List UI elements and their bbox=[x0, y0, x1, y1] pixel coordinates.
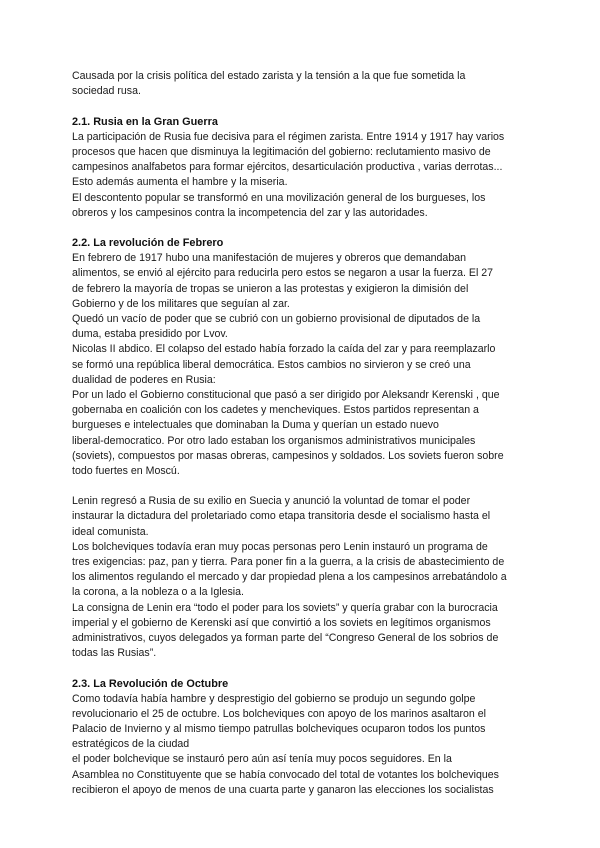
text-line: obreros y los campesinos contra la incompetencia del zar y las autoridades. bbox=[72, 206, 428, 219]
section-heading: 2.2. La revolución de Febrero bbox=[72, 237, 224, 250]
text-line: tres exigencias: paz, pan y tierra. Para poner fin a la guerra, a la crisis de abastecimiento de bbox=[72, 556, 505, 569]
text-line: ideal comunista. bbox=[72, 525, 149, 538]
text-line: revolucionario el 25 de octubre. Los bolcheviques con apoyo de los marinos asaltaron el bbox=[72, 707, 486, 720]
text-line: En febrero de 1917 hubo una manifestación de mujeres y obreros que demandaban bbox=[72, 252, 467, 265]
text-line: La participación de Rusia fue decisiva para el régimen zarista. Entre 1914 y 1917 hay varios bbox=[72, 130, 505, 143]
text-line: recibieron el apoyo de menos de una cuarta parte y ganaron las elecciones los socialistas bbox=[72, 783, 494, 796]
text-line: se formó una república liberal democrática. Estos cambios no sirvieron y se creó una bbox=[72, 358, 471, 371]
text-line: campesinos analfabetos para formar ejércitos, desarticulación productiva , varias derrotas... bbox=[72, 161, 503, 174]
section-gap bbox=[72, 661, 532, 676]
text-line: burgueses e intelectuales que dominaban la Duma y querían un estado nuevo bbox=[72, 419, 439, 432]
text-line: Nicolas II abdico. El colapso del estado había forzado la caída del zar y para reemplazarlo bbox=[72, 343, 496, 356]
text-line: Palacio de Invierno y al mismo tiempo patrullas bolcheviques ocuparon todos los puntos bbox=[72, 723, 486, 736]
text-line: Lenin regresó a Rusia de su exilio en Suecia y anunció la voluntad de tomar el poder bbox=[72, 495, 471, 508]
document-sections bbox=[72, 115, 532, 798]
text-line: estratégicos de la ciudad bbox=[72, 738, 190, 751]
text-line: instaurar la dictadura del proletariado como etapa transitoria desde el socialismo hasta el bbox=[72, 510, 491, 523]
section-gap bbox=[72, 221, 532, 236]
section-heading: 2.1. Rusia en la Gran Guerra bbox=[72, 115, 218, 128]
text-line: Como todavía había hambre y desprestigio del gobierno se produjo un segundo golpe bbox=[72, 692, 476, 705]
text-line: la corona, a la nobleza o a la Iglesia. bbox=[72, 586, 244, 599]
text-line: el poder bolchevique se instauró pero aún así tenía muy pocos seguidores. En la bbox=[72, 753, 452, 766]
section bbox=[72, 115, 532, 221]
text-line: alimentos, se envió al ejército para reducirla pero estos se negaron a usar la fuerza. El 27 bbox=[72, 267, 494, 280]
text-line: los alimentos regulando el mercado y dar propiedad plena a los campesinos arrebatándolo a bbox=[72, 571, 507, 584]
text-line: todo fuertes en Moscú. bbox=[72, 464, 180, 477]
text-line: procesos que hacen que disminuya la legitimación del gobierno: reclutamiento masivo de bbox=[72, 145, 491, 158]
document-page bbox=[72, 69, 532, 798]
section-heading: 2.3. La Revolución de Octubre bbox=[72, 677, 229, 690]
intro-paragraph bbox=[72, 69, 532, 99]
text-line: Por un lado el Gobierno constitucional que pasó a ser dirigido por Aleksandr Kerenski , que bbox=[72, 388, 500, 401]
text-line: Asamblea no Constituyente que se había convocado del total de votantes los bolcheviques bbox=[72, 768, 499, 781]
text-line: Esto además aumenta el hambre y la miseria. bbox=[72, 176, 288, 189]
text-line: Gobierno y de los militares que seguían al zar. bbox=[72, 297, 290, 310]
text-line: gobernaba en coalición con los cadetes y mencheviques. Estos partidos representan a bbox=[72, 404, 479, 417]
text-line: Quedó un vacío de poder que se cubrió con un gobierno provisional de diputados de la bbox=[72, 313, 481, 326]
text-line: dualidad de poderes en Rusia: bbox=[72, 373, 216, 386]
text-line: imperial y el gobierno de Kerenski así que convirtió a los soviets en legítimos organismos bbox=[72, 616, 491, 629]
text-line: (soviets), compuestos por masas obreras, campesinos y soldados. Los soviets fueron sobre bbox=[72, 449, 504, 462]
text-line: de febrero la mayoría de tropas se unieron a las protestas y exigieron la dimisión del bbox=[72, 282, 469, 295]
text-line: todas las Rusias”. bbox=[72, 647, 157, 660]
text-line: sociedad rusa. bbox=[72, 85, 141, 98]
text-line: liberal-democratico. Por otro lado estaban los organismos administrativos municipales bbox=[72, 434, 476, 447]
text-line: Causada por la crisis política del estado zarista y la tensión a la que fue sometida la bbox=[72, 70, 466, 82]
section bbox=[72, 236, 532, 661]
paragraph-gap bbox=[72, 479, 532, 494]
text-line: La consigna de Lenin era “todo el poder para los soviets” y quería grabar con la burocracia bbox=[72, 601, 498, 614]
section bbox=[72, 677, 532, 799]
text-line: El descontento popular se transformó en una movilización general de los burgueses, los bbox=[72, 191, 486, 204]
text-line: Los bolcheviques todavía eran muy pocas personas pero Lenin instauró un programa de bbox=[72, 540, 488, 553]
text-line: administrativos, cuyos delegados ya forman parte del “Congreso General de los sobrios de bbox=[72, 631, 499, 644]
text-line: duma, estaba presidido por Lvov. bbox=[72, 328, 228, 341]
